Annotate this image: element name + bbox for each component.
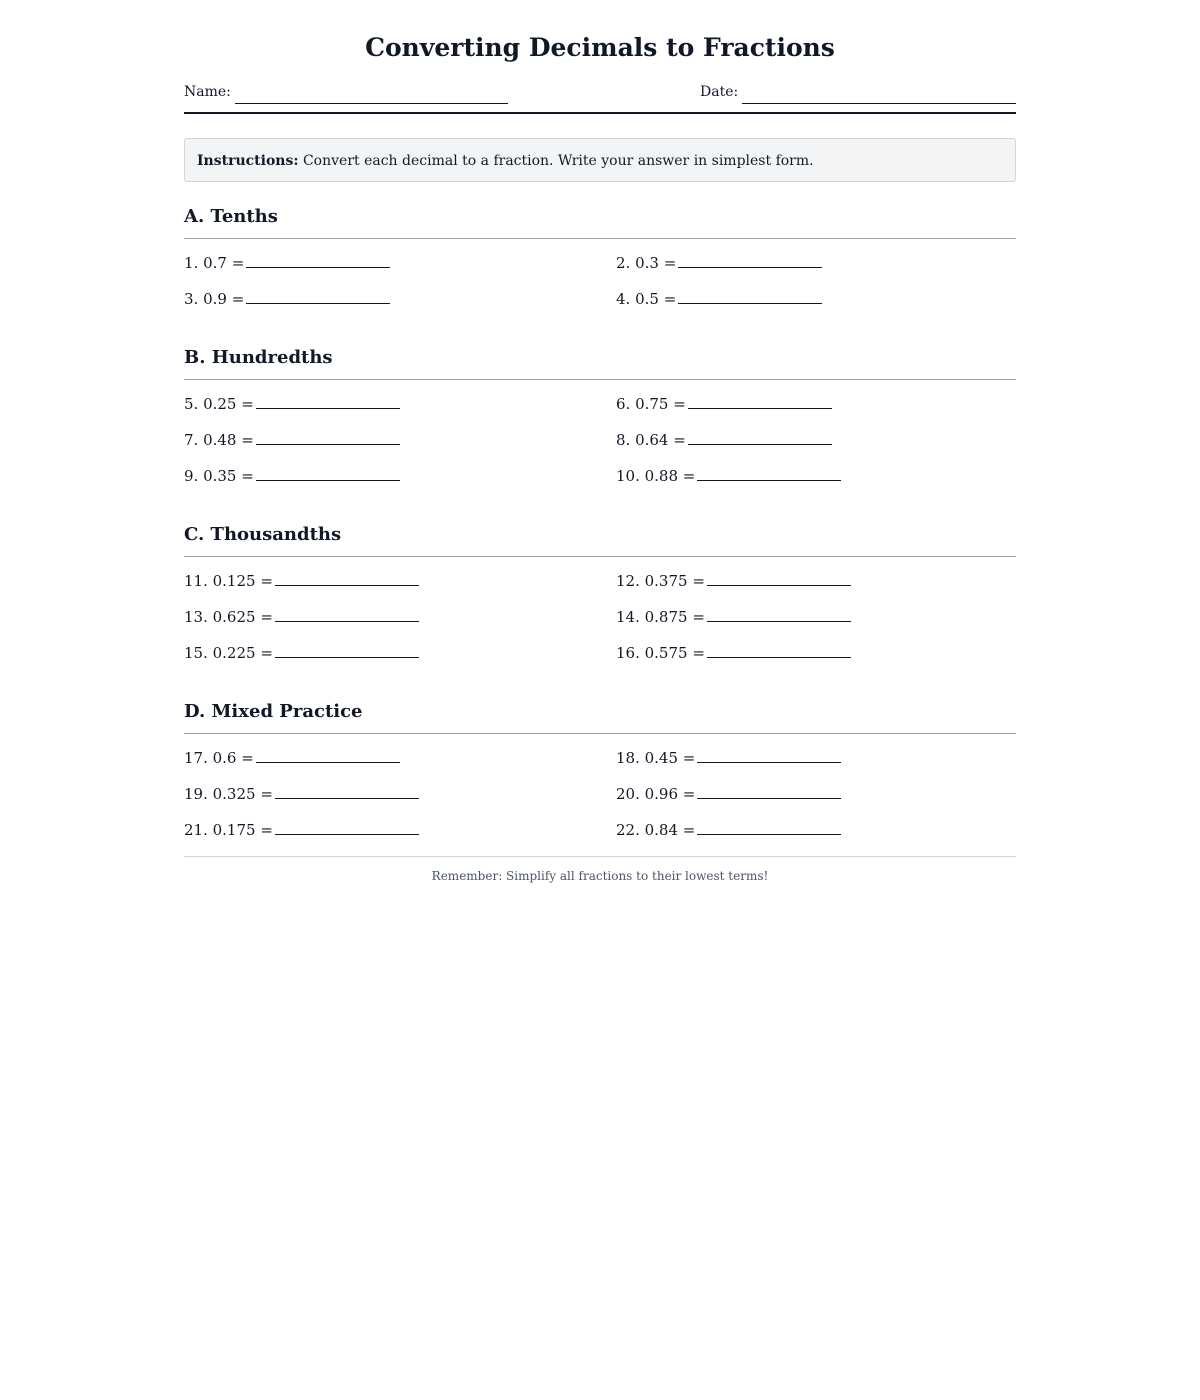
problem-item [616, 392, 1016, 428]
problem-text: 15. 0.225 = [184, 644, 273, 662]
problem-text: 3. 0.9 = [184, 290, 245, 308]
problem-item [184, 392, 616, 428]
answer-blank[interactable] [275, 818, 419, 835]
answer-blank[interactable] [688, 392, 832, 409]
name-answer-line[interactable] [235, 87, 508, 104]
problem-text: 10. 0.88 = [616, 467, 696, 485]
footer-note: Remember: Simplify all fractions to their lowest terms! [431, 869, 769, 883]
problem-section [184, 203, 1016, 323]
problem-item [184, 287, 616, 323]
problem-text: 9. 0.35 = [184, 467, 254, 485]
problem-text: 19. 0.325 = [184, 785, 273, 803]
answer-blank[interactable] [707, 569, 851, 586]
problem-text: 11. 0.125 = [184, 572, 273, 590]
answer-blank[interactable] [275, 782, 419, 799]
problem-item [184, 746, 616, 782]
problem-item [184, 818, 616, 854]
problem-text: 1. 0.7 = [184, 254, 245, 272]
worksheet-title: Converting Decimals to Fractions [365, 33, 835, 62]
problem-grid [184, 392, 1016, 500]
answer-blank[interactable] [678, 251, 822, 268]
problem-text: 2. 0.3 = [616, 254, 677, 272]
problem-text: 4. 0.5 = [616, 290, 677, 308]
problem-item [616, 818, 1016, 854]
answer-blank[interactable] [697, 818, 841, 835]
date-field [700, 80, 1016, 104]
answer-blank[interactable] [697, 746, 841, 763]
worksheet [184, 0, 1016, 883]
section-title: B. Hundredths [184, 344, 1016, 380]
problem-item [184, 569, 616, 605]
problem-section [184, 698, 1016, 854]
date-answer-line[interactable] [742, 87, 1016, 104]
problem-section [184, 521, 1016, 677]
problem-item [616, 287, 1016, 323]
answer-blank[interactable] [707, 641, 851, 658]
answer-blank[interactable] [697, 782, 841, 799]
problem-text: 20. 0.96 = [616, 785, 696, 803]
answer-blank[interactable] [707, 605, 851, 622]
answer-blank[interactable] [678, 287, 822, 304]
answer-blank[interactable] [275, 641, 419, 658]
problem-item [616, 464, 1016, 500]
name-label: Name: [184, 84, 231, 100]
instructions-text: Convert each decimal to a fraction. Write your answer in simplest form. [302, 153, 814, 169]
problem-text: 16. 0.575 = [616, 644, 705, 662]
problem-item [616, 251, 1016, 287]
problem-item [616, 428, 1016, 464]
problem-text: 12. 0.375 = [616, 572, 705, 590]
date-label: Date: [700, 84, 739, 100]
problem-item [184, 464, 616, 500]
problem-text: 7. 0.48 = [184, 431, 254, 449]
problem-item [616, 605, 1016, 641]
answer-blank[interactable] [246, 287, 390, 304]
section-title: C. Thousandths [184, 521, 1016, 557]
problem-item [616, 569, 1016, 605]
footer-divider [184, 856, 1016, 857]
problem-section [184, 344, 1016, 500]
header-divider [184, 112, 1016, 114]
problem-text: 17. 0.6 = [184, 749, 254, 767]
answer-blank[interactable] [275, 569, 419, 586]
problem-item [616, 782, 1016, 818]
name-field [184, 80, 508, 104]
answer-blank[interactable] [246, 251, 390, 268]
problem-item [184, 428, 616, 464]
problem-text: 21. 0.175 = [184, 821, 273, 839]
problem-text: 22. 0.84 = [616, 821, 696, 839]
section-title: A. Tenths [184, 203, 1016, 239]
answer-blank[interactable] [256, 392, 400, 409]
instructions-label: Instructions: [197, 153, 299, 169]
problem-item [616, 641, 1016, 677]
name-date-row [184, 80, 1016, 104]
answer-blank[interactable] [256, 428, 400, 445]
problem-item [616, 746, 1016, 782]
problem-grid [184, 251, 1016, 323]
problem-grid [184, 569, 1016, 677]
problem-item [184, 782, 616, 818]
answer-blank[interactable] [256, 464, 400, 481]
problem-item [184, 251, 616, 287]
problem-item [184, 641, 616, 677]
section-title: D. Mixed Practice [184, 698, 1016, 734]
problem-text: 14. 0.875 = [616, 608, 705, 626]
answer-blank[interactable] [275, 605, 419, 622]
problem-text: 6. 0.75 = [616, 395, 686, 413]
problem-text: 18. 0.45 = [616, 749, 696, 767]
problem-text: 8. 0.64 = [616, 431, 686, 449]
answer-blank[interactable] [256, 746, 400, 763]
problem-text: 13. 0.625 = [184, 608, 273, 626]
sections-container [184, 203, 1016, 854]
problem-item [184, 605, 616, 641]
problem-text: 5. 0.25 = [184, 395, 254, 413]
instructions-box [184, 138, 1016, 182]
problem-grid [184, 746, 1016, 854]
answer-blank[interactable] [697, 464, 841, 481]
answer-blank[interactable] [688, 428, 832, 445]
